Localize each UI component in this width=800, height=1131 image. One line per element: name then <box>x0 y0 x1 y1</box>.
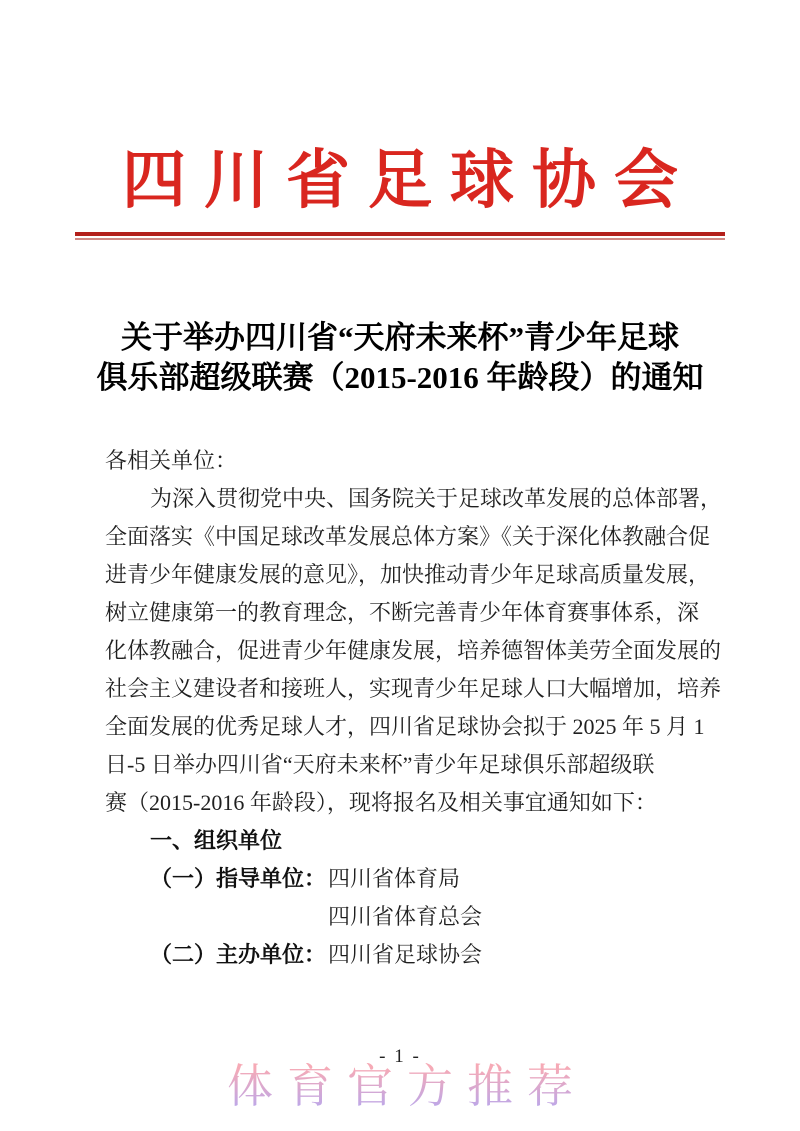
org-row-host-unit <box>105 936 700 974</box>
promo-watermark: 体育官方推荐 <box>0 1063 800 1111</box>
body-line: 化体教融合，促进青少年健康发展，培养德智体美劳全面发展的 <box>105 638 722 663</box>
org-row-guiding-unit <box>105 860 700 898</box>
body-line: 社会主义建设者和接班人，实现青少年足球人口大幅增加，培养 <box>105 676 722 701</box>
document-title-line1: 关于举办四川省“天府未来杯”青少年足球 <box>121 320 679 355</box>
body-line: 全面落实《中国足球改革发展总体方案》《关于深化体教融合促 <box>105 524 711 549</box>
body-line: 全面发展的优秀足球人才，四川省足球协会拟于 2025 年 5 月 1 <box>105 714 705 739</box>
org-row-label: （二）主办单位： <box>150 942 327 967</box>
org-row-label: （一）指导单位： <box>150 866 327 891</box>
letterhead-org-name: 四川省足球协会 <box>122 145 696 216</box>
body-line: 进青少年健康发展的意见》，加快推动青少年足球高质量发展， <box>105 562 711 587</box>
org-row-value: 四川省体育总会 <box>328 904 483 929</box>
body-line: 日-5 日举办四川省“天府未来杯”青少年足球俱乐部超级联 <box>105 752 655 777</box>
org-row-value: 四川省体育局 <box>328 866 461 891</box>
rule-bottom-line <box>75 238 725 240</box>
org-row-guiding-unit-2 <box>105 898 700 936</box>
salutation: 各相关单位： <box>105 448 238 473</box>
org-row-value: 四川省足球协会 <box>328 942 483 967</box>
section-heading-organizing-units: 一、组织单位 <box>150 828 283 853</box>
body-line: 赛（2015-2016 年龄段），现将报名及相关事宜通知如下： <box>105 790 657 815</box>
body-paragraph <box>105 480 723 822</box>
letterhead-double-rule <box>75 232 725 240</box>
body-line: 树立健康第一的教育理念，不断完善青少年体育赛事体系，深 <box>105 600 700 625</box>
document-body <box>105 442 723 974</box>
document-title-line2: 俱乐部超级联赛（2015-2016 年龄段）的通知 <box>96 360 704 395</box>
body-line: 为深入贯彻党中央、国务院关于足球改革发展的总体部署， <box>150 486 723 511</box>
document-title <box>0 318 800 398</box>
page-number: - 1 - <box>379 1046 421 1067</box>
